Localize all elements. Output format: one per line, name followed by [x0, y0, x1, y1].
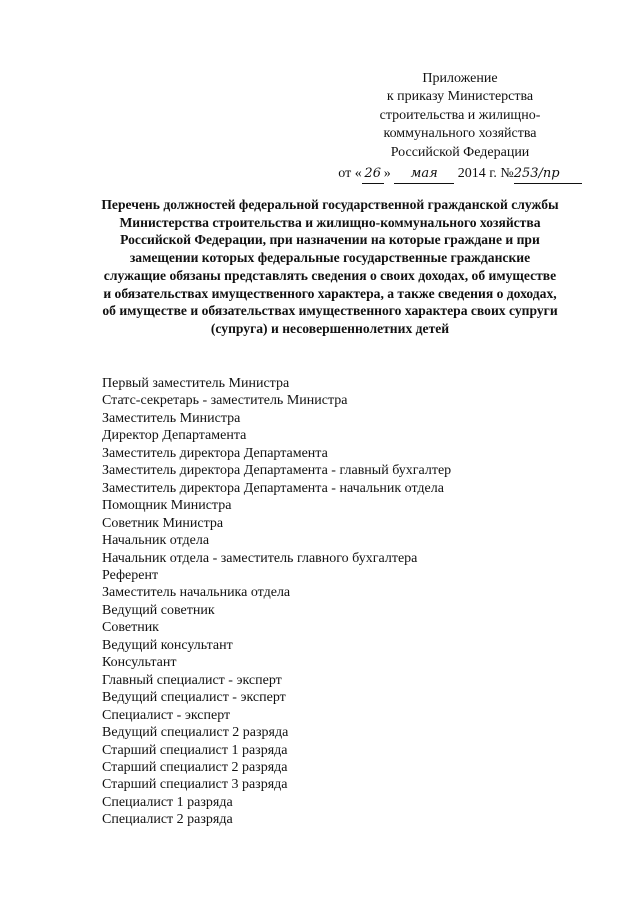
order-year-and-number-label: 2014 г. №	[457, 166, 514, 182]
appendix-ministry-line2: коммунального хозяйства	[383, 126, 537, 142]
position-item: Специалист 1 разряда	[102, 794, 233, 810]
order-date-number-line	[330, 165, 590, 184]
position-item: Помощник Министра	[102, 498, 232, 514]
document-title	[60, 196, 600, 338]
position-item: Главный специалист - эксперт	[102, 672, 282, 688]
position-item: Специалист 2 разряда	[102, 812, 233, 828]
appendix-order-ref: к приказу Министерства	[386, 89, 534, 105]
title-line: и обязательствах имущественного характера, а также сведения о доходах,	[103, 285, 557, 301]
appendix-header	[330, 70, 590, 184]
position-item: Заместитель директора Департамента	[102, 445, 328, 461]
position-item: Старший специалист 2 разряда	[102, 759, 288, 775]
appendix-ministry-line3: Российской Федерации	[390, 144, 530, 160]
position-item: Ведущий специалист 2 разряда	[102, 725, 289, 741]
position-item: Референт	[102, 567, 159, 583]
position-item: Советник Министра	[102, 515, 224, 531]
position-item: Ведущий специалист - эксперт	[102, 690, 286, 706]
order-date-prefix: от «	[338, 166, 362, 182]
title-line: служащие обязаны представлять сведения о своих доходах, об имуществе	[103, 267, 557, 283]
position-item: Первый заместитель Министра	[102, 376, 290, 391]
order-day-handwritten: 26	[362, 165, 384, 184]
position-item: Старший специалист 3 разряда	[102, 777, 288, 793]
order-month-handwritten: мая	[394, 165, 454, 184]
position-item: Начальник отдела - заместитель главного бухгалтера	[102, 550, 418, 566]
position-item: Начальник отдела	[102, 533, 210, 549]
order-number-handwritten: 253/пр	[514, 165, 582, 184]
title-line: замещении которых федеральные государственные гражданские	[129, 250, 531, 266]
positions-list	[102, 375, 562, 829]
position-item: Заместитель директора Департамента - главный бухгалтер	[102, 463, 452, 479]
position-item: Специалист - эксперт	[102, 707, 231, 723]
position-item: Советник	[102, 620, 159, 636]
position-item: Директор Департамента	[102, 428, 247, 444]
position-item: Заместитель директора Департамента - начальник отдела	[102, 480, 444, 496]
position-item: Консультант	[102, 655, 177, 671]
position-item: Ведущий консультант	[102, 637, 233, 653]
title-line: Министерства строительства и жилищно-коммунального хозяйства	[119, 214, 541, 230]
appendix-label: Приложение	[422, 71, 498, 86]
order-date-mid: »	[383, 166, 391, 182]
title-line: Перечень должностей федеральной государственной гражданской службы	[101, 197, 559, 212]
appendix-ministry-line1: строительства и жилищно-	[379, 107, 541, 123]
title-line: Российской Федерации, при назначении на которые граждане и при	[120, 232, 540, 248]
position-item: Ведущий советник	[102, 602, 215, 618]
position-item: Заместитель Министра	[102, 410, 241, 426]
position-item: Заместитель начальника отдела	[102, 585, 291, 601]
title-line: (супруга) и несовершеннолетних детей	[210, 320, 450, 336]
title-line: об имуществе и обязательствах имущественного характера своих супруги	[102, 303, 558, 319]
position-item: Статс-секретарь - заместитель Министра	[102, 393, 348, 409]
position-item: Старший специалист 1 разряда	[102, 742, 288, 758]
